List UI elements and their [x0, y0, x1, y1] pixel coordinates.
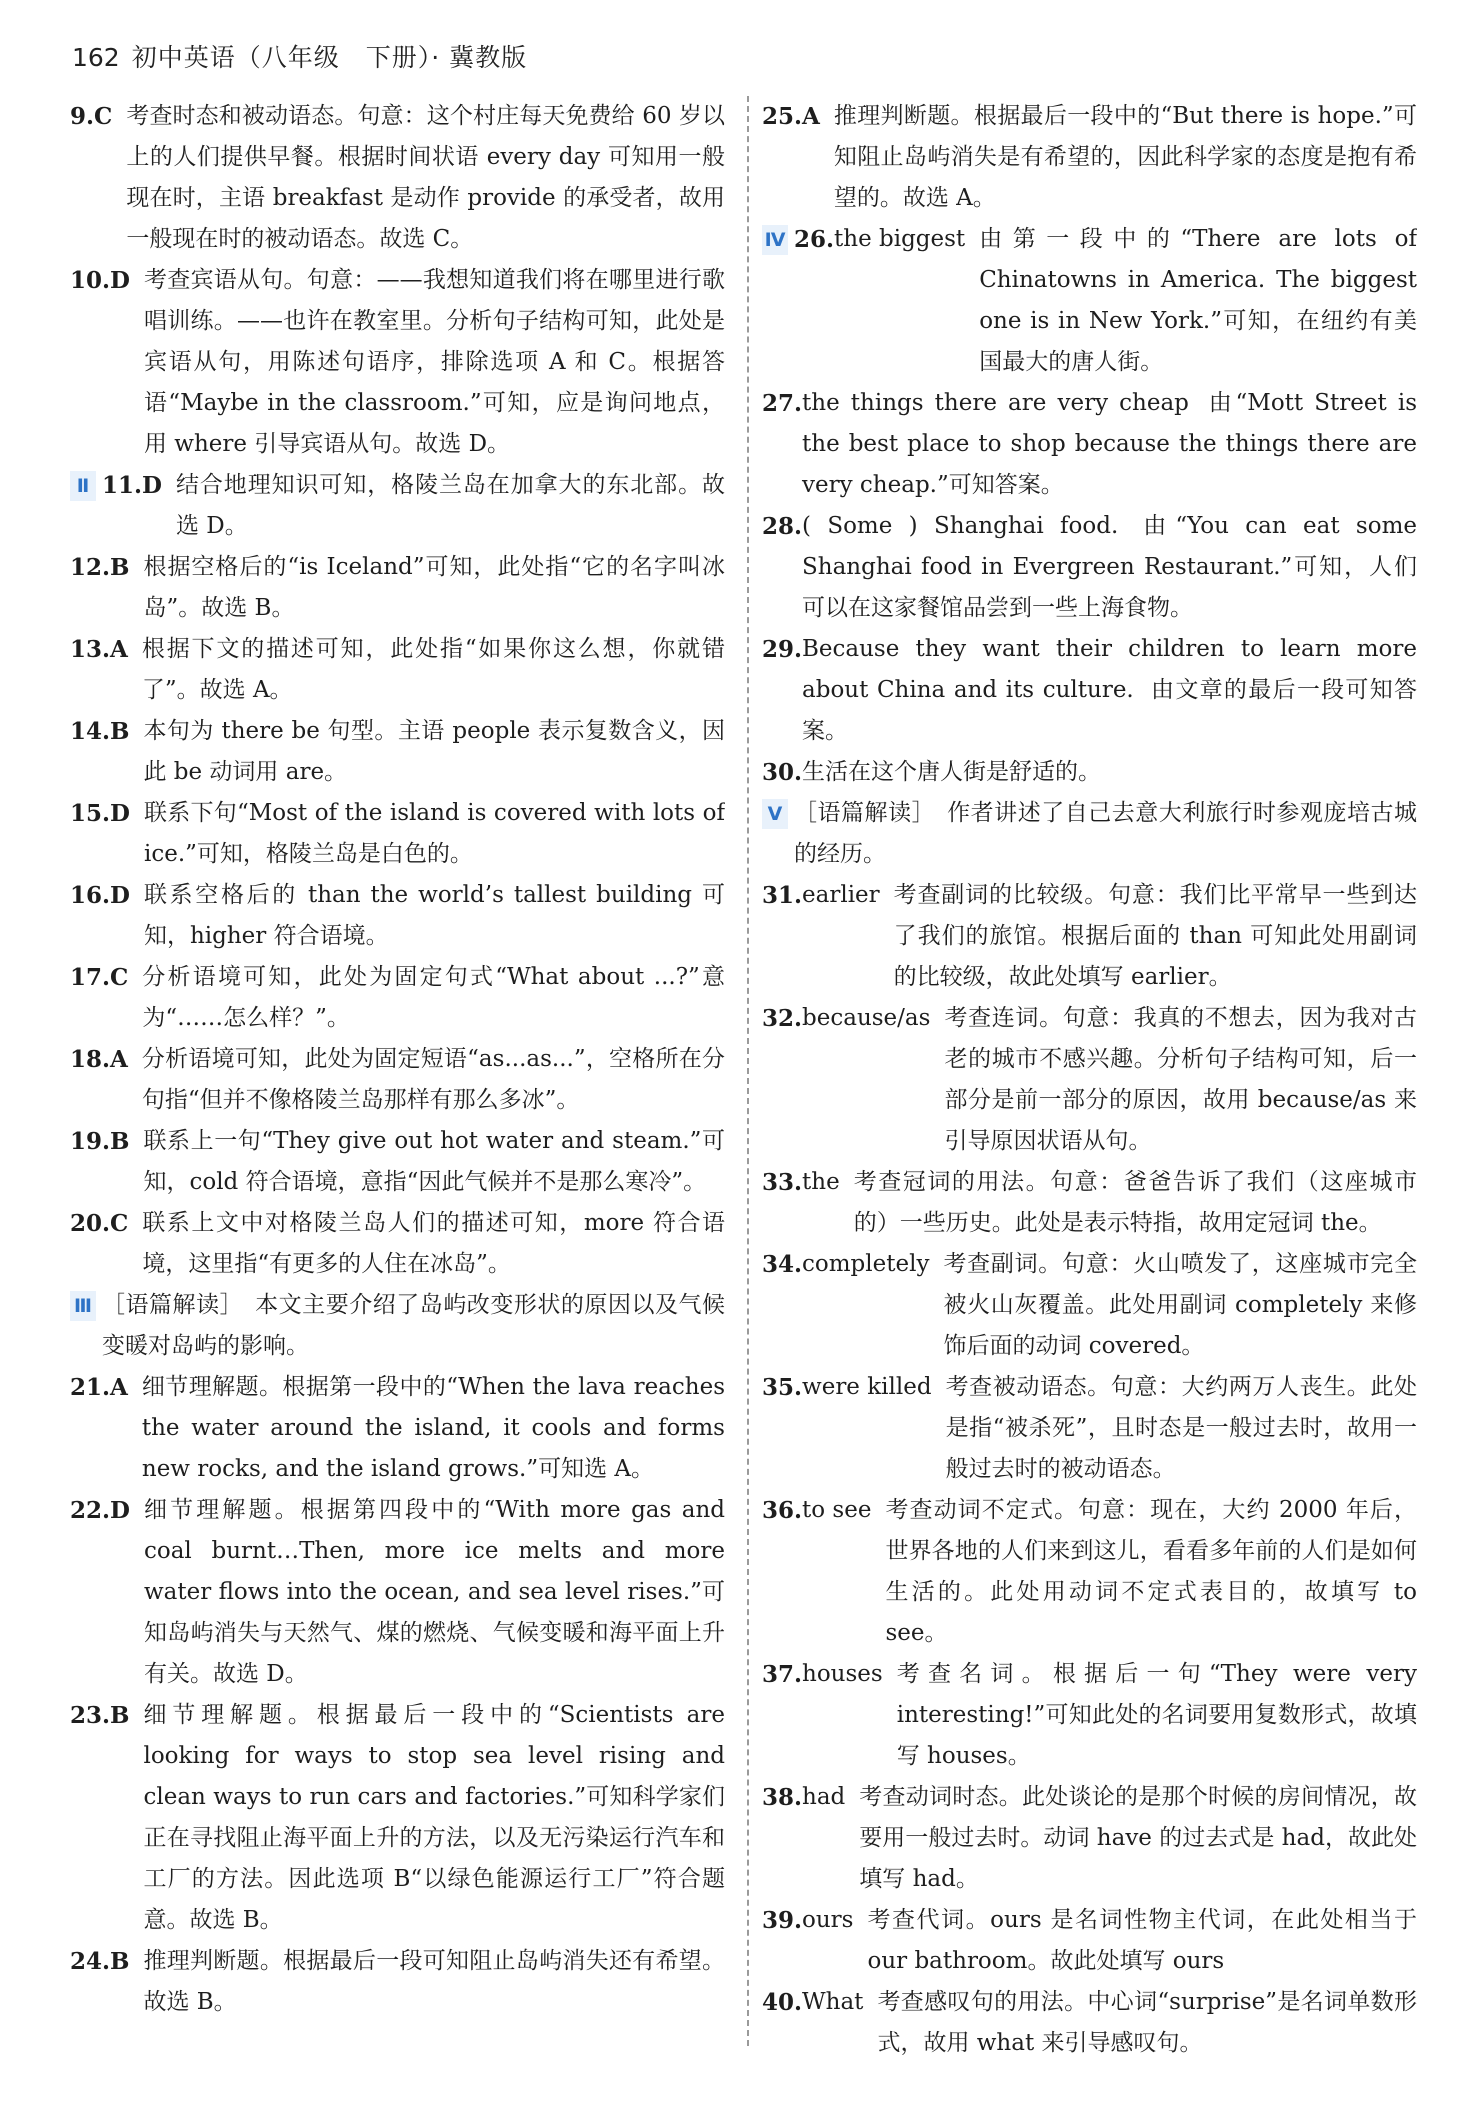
- answer-item: [762, 219, 1417, 383]
- answer-item: [70, 711, 725, 793]
- question-number: 9.: [70, 103, 95, 130]
- explanation: [802, 752, 1417, 793]
- explanation-text: 结合地理知识可知，格陵兰岛在加拿大的东北部。故选 D。: [175, 472, 725, 539]
- explanation-text: 考查连词。句意：我真的不想去，因为我对古老的城市不感兴趣。分析句子结构可知，后一部分是前一部分的原因，故用 because/as 来引导原因状语从句。: [944, 1005, 1417, 1154]
- answer-key: D: [110, 1497, 130, 1524]
- explanation-text: 考查被动语态。句意：大约两万人丧生。此处是指“被杀死”，且时态是一般过去时，故用一般过去时的被动语态。: [945, 1374, 1417, 1482]
- explanation-text: 推理判断题。根据最后一段中的“But there is hope.”可知阻止岛屿消失是有希望的，因此科学家的态度是抱有希望的。故选 A。: [833, 103, 1417, 211]
- answer-key: D: [110, 882, 130, 909]
- answer-key: were killed: [802, 1374, 932, 1400]
- right-column: [762, 96, 1417, 2076]
- question-number: 32.: [762, 1005, 803, 1032]
- answer-key: houses: [802, 1661, 883, 1687]
- answer-key: C: [110, 1210, 129, 1237]
- answer-item: [762, 1490, 1417, 1654]
- answer-key: D: [110, 267, 130, 294]
- answer-key: A: [110, 1046, 128, 1073]
- explanation-text: 分析语境可知，此处为固定短语“as...as...”，空格所在分句指“但并不像格陵兰岛那样有那么多冰”。: [141, 1046, 725, 1113]
- answer-key: completely: [802, 1251, 930, 1277]
- question-number: 10.: [70, 267, 111, 294]
- explanation-text: 联系上一句“They give out hot water and steam.”可知，cold 符合语境，意指“因此气候并不是那么寒冷”。: [143, 1128, 725, 1195]
- question-number: 12.: [70, 554, 111, 581]
- explanation-text: 考查动词时态。此处谈论的是那个时候的房间情况，故要用一般过去时。动词 have 的过去式是 had，故此处填写 had。: [859, 1784, 1417, 1892]
- question-number: 18.: [70, 1046, 111, 1073]
- answer-item: [70, 1039, 725, 1121]
- answer-key: C: [94, 103, 113, 130]
- question-number: 30.: [762, 759, 803, 786]
- answer-item: [70, 875, 725, 957]
- answer-key: B: [110, 718, 130, 745]
- answer-key: What: [802, 1989, 864, 2015]
- question-number: 35.: [762, 1374, 803, 1401]
- column-divider: [747, 96, 749, 2046]
- explanation-text: 考查时态和被动语态。句意：这个村庄每天免费给 60 岁以上的人们提供早餐。根据时间状语 every day 可知用一般现在时，主语 breakfast 是动作 provide 的承受者，故用一般现在时的被动语态。故选 C。: [126, 103, 725, 252]
- answer-item: [70, 1367, 725, 1490]
- section-marker: Ⅳ: [762, 225, 788, 255]
- answer-key: because/as: [802, 1005, 931, 1031]
- explanation-text: 考查代词。ours 是名词性物主代词，在此处相当于 our bathroom。故此处填写 ours: [867, 1907, 1417, 1974]
- answer-item: [70, 96, 725, 260]
- answer-key: A: [110, 1374, 128, 1401]
- answer-item: [70, 260, 725, 465]
- section-intro: [762, 793, 1417, 875]
- answer-key: the: [802, 1169, 840, 1195]
- explanation-text: 细节理解题。根据第一段中的“When the lava reaches the water around the island, it cools and forms new rocks, and the island grows.”可知选 A。: [141, 1374, 725, 1482]
- question-number: 26.: [794, 226, 835, 253]
- answer-item: [762, 1777, 1417, 1900]
- question-number: 40.: [762, 1989, 803, 2016]
- answer-item: [762, 1900, 1417, 1982]
- explanation-text: 细节理解题。根据第四段中的“With more gas and coal burnt…Then, more ice melts and more water flows into the ocean, and sea level rises.”可知岛屿消失与天然气、煤的燃烧、气候变暖和海平面上升有关。故选 D。: [143, 1497, 725, 1687]
- explanation-text: 考查名词。根据后一句“They were very interesting!”可知此处的名词要用复数形式，故填写 houses。: [896, 1661, 1417, 1769]
- explanation-text: 本句为 there be 句型。主语 people 表示复数含义，因此 be 动词用 are。: [143, 718, 725, 785]
- explanation-text: 考查动词不定式。句意：现在，大约 2000 年后，世界各地的人们来到这儿，看看多年前的人们是如何生活的。此处用动词不定式表目的，故填写 to see。: [885, 1497, 1417, 1646]
- question-number: 22.: [70, 1497, 111, 1524]
- answer-item: [762, 506, 1417, 629]
- answer-key: B: [110, 1948, 130, 1975]
- question-number: 27.: [762, 390, 803, 417]
- question-number: 36.: [762, 1497, 803, 1524]
- explanation-text: 考查冠词的用法。句意：爸爸告诉了我们（这座城市的）一些历史。此处是表示特指，故用定冠词 the。: [853, 1169, 1417, 1236]
- question-number: 34.: [762, 1251, 803, 1278]
- question-number: 25.: [762, 103, 803, 130]
- answer-item: [762, 1654, 1417, 1777]
- explanation-text: 考查副词。句意：火山喷发了，这座城市完全被火山灰覆盖。此处用副词 completely 来修饰后面的动词 covered。: [943, 1251, 1417, 1359]
- answer-key: D: [142, 472, 162, 499]
- answer-key: A: [110, 636, 128, 663]
- answer-item: [762, 998, 1417, 1162]
- answer-key: C: [110, 964, 129, 991]
- answer-item: [762, 629, 1417, 752]
- answer-key: Because they want their children to learn more about China and its culture.: [802, 636, 1417, 703]
- answer-key: B: [110, 1128, 130, 1155]
- question-number: 31.: [762, 882, 803, 909]
- book-title: 初中英语（八年级 下册）· 冀教版: [131, 43, 528, 72]
- question-number: 21.: [70, 1374, 111, 1401]
- explanation-text: 由“Mott Street is the best place to shop because the things there are very cheap.”可知答案。: [802, 390, 1417, 498]
- answer-key: A: [802, 103, 820, 130]
- answer-key: earlier: [802, 882, 880, 908]
- page-header: [72, 38, 527, 78]
- section-marker: Ⅲ: [70, 1291, 96, 1321]
- answer-item: [762, 1982, 1417, 2064]
- section-marker: Ⅴ: [762, 799, 788, 829]
- question-number: 11.: [102, 472, 143, 499]
- explanation-text: 考查副词的比较级。句意：我们比平常早一些到达了我们的旅馆。根据后面的 than 可知此处用副词的比较级，故此处填写 earlier。: [893, 882, 1417, 990]
- answer-item: [70, 465, 725, 547]
- question-number: 13.: [70, 636, 111, 663]
- explanation-text: 推理判断题。根据最后一段可知阻止岛屿消失还有希望。故选 B。: [143, 1948, 725, 2015]
- answer-key: ours: [802, 1907, 854, 1933]
- explanation-text: 联系下句“Most of the island is covered with lots of ice.”可知，格陵兰岛是白色的。: [143, 800, 725, 867]
- answer-item: [762, 1162, 1417, 1244]
- answer-key: 生活在这个唐人街是舒适的。: [802, 759, 1102, 785]
- answer-key: the things there are very cheap: [802, 390, 1189, 416]
- explanation-text: 由第一段中的“There are lots of Chinatowns in America. The biggest one is in New York.”可知，在纽约有美国最大的唐人街。: [979, 226, 1417, 375]
- answer-item: [70, 1121, 725, 1203]
- answer-key: B: [110, 1702, 130, 1729]
- question-number: 15.: [70, 800, 111, 827]
- question-number: 39.: [762, 1907, 803, 1934]
- answer-key: the biggest: [834, 226, 966, 252]
- explanation-text: 考查感叹句的用法。中心词“surprise”是名词单数形式，故用 what 来引导感叹句。: [877, 1989, 1417, 2056]
- answer-item: [70, 1203, 725, 1285]
- explanation-text: 联系空格后的 than the world’s tallest building 可知，higher 符合语境。: [143, 882, 725, 949]
- question-number: 28.: [762, 513, 803, 540]
- answer-key: ( Some ) Shanghai food.: [802, 513, 1119, 539]
- question-number: 14.: [70, 718, 111, 745]
- answer-item: [70, 629, 725, 711]
- answer-item: [70, 1941, 725, 2023]
- explanation-text: 根据空格后的“is Iceland”可知，此处指“它的名字叫冰岛”。故选 B。: [143, 554, 725, 621]
- answer-item: [762, 1244, 1417, 1367]
- section-intro: [70, 1285, 725, 1367]
- answer-item: [762, 1367, 1417, 1490]
- question-number: 33.: [762, 1169, 803, 1196]
- answer-item: [70, 793, 725, 875]
- answer-item: [762, 875, 1417, 998]
- answer-key: had: [802, 1784, 846, 1810]
- explanation-text: ［语篇解读］ 本文主要介绍了岛屿改变形状的原因以及气候变暖对岛屿的影响。: [102, 1292, 725, 1359]
- explanation-text: 由文章的最后一段可知答案。: [802, 677, 1417, 744]
- answer-item: [762, 383, 1417, 506]
- explanation: [802, 629, 1417, 752]
- answer-item: [762, 752, 1417, 793]
- answer-item: [762, 96, 1417, 219]
- explanation: [802, 383, 1417, 506]
- question-number: 17.: [70, 964, 111, 991]
- left-column: [70, 96, 725, 2076]
- explanation-text: ［语篇解读］ 作者讲述了自己去意大利旅行时参观庞培古城的经历。: [794, 800, 1417, 867]
- explanation-text: 由“You can eat some Shanghai food in Evergreen Restaurant.”可知，人们可以在这家餐馆品尝到一些上海食物。: [802, 513, 1417, 621]
- answer-item: [70, 547, 725, 629]
- explanation: [802, 506, 1417, 629]
- page-number: 162: [72, 43, 120, 72]
- answer-columns: [70, 96, 1417, 2076]
- explanation-text: 考查宾语从句。句意：——我想知道我们将在哪里进行歌唱训练。——也许在教室里。分析句子结构可知，此处是宾语从句，用陈述句语序，排除选项 A 和 C。根据答语“Maybe in the classroom.”可知，应是询问地点，用 where 引导宾语从句。故选 D。: [143, 267, 725, 457]
- question-number: 16.: [70, 882, 111, 909]
- question-number: 24.: [70, 1948, 111, 1975]
- explanation-text: 根据下文的描述可知，此处指“如果你这么想，你就错了”。故选 A。: [141, 636, 725, 703]
- question-number: 38.: [762, 1784, 803, 1811]
- answer-key: to see: [802, 1497, 872, 1523]
- answer-key: D: [110, 800, 130, 827]
- question-number: 29.: [762, 636, 803, 663]
- answer-key: B: [110, 554, 130, 581]
- explanation-text: 细节理解题。根据最后一段中的“Scientists are looking for ways to stop sea level rising and clean ways to run cars and factories.”可知科学家们正在寻找阻止海平面上升的方法，以及无污染运行汽车和工厂的方法。因此选项 B“以绿色能源运行工厂”符合题意。故选 B。: [143, 1702, 725, 1933]
- explanation-text: 分析语境可知，此处为固定句式“What about ...?”意为“……怎么样？”。: [142, 964, 725, 1031]
- question-number: 20.: [70, 1210, 111, 1237]
- explanation-text: 联系上文中对格陵兰岛人们的描述可知，more 符合语境，这里指“有更多的人住在冰岛”。: [142, 1210, 725, 1277]
- answer-item: [70, 1490, 725, 1695]
- question-number: 37.: [762, 1661, 803, 1688]
- answer-item: [70, 1695, 725, 1941]
- question-number: 19.: [70, 1128, 111, 1155]
- question-number: 23.: [70, 1702, 111, 1729]
- section-marker: Ⅱ: [70, 471, 96, 501]
- answer-item: [70, 957, 725, 1039]
